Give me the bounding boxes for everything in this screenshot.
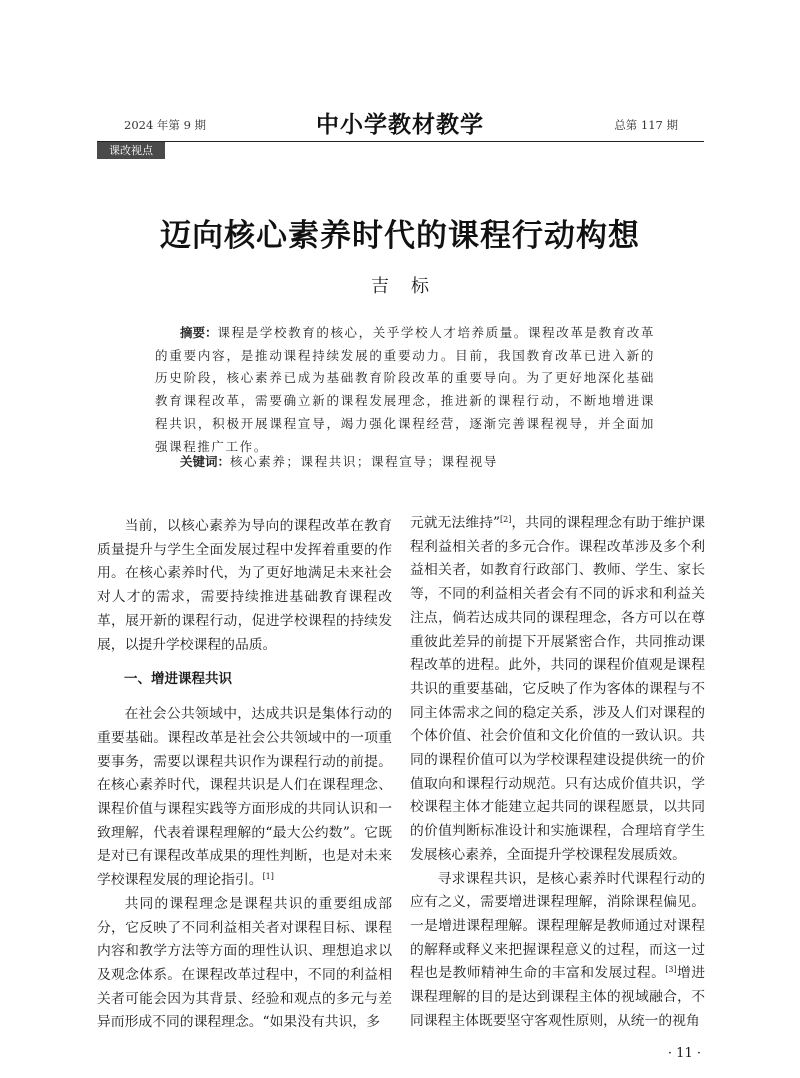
- citation-ref: [2]: [500, 515, 512, 524]
- total-issue-label: 总第 117 期: [614, 118, 678, 132]
- page-number: · 11 ·: [667, 1046, 701, 1061]
- citation-ref: [1]: [262, 872, 274, 882]
- keywords-text: 核心素养；课程共识；课程宣导；课程视导: [230, 454, 498, 469]
- abstract-text: 课程是学校教育的核心，关乎学校人才培养质量。课程改革是教育改革的重要内容，是推动课程持续发展的重要动力。目前，我国教育改革已进入新的历史阶段，核心素养已成为基础教育阶段改革的重要导向。为了更好地深化基础教育课程改革，需要确立新的课程发展理念，推进新的课程行动，不断地增进课程共识，积极开展课程宣导，竭力强化课程经营，逐渐完善课程视导，并全面加强课程推广工作。: [155, 325, 655, 454]
- paragraph: 共同的课程理念是课程共识的重要组成部分，它反映了不同利益相关者对课程目标、课程内容和教学方法等方面的理性认识、理想追求以及观念体系。在课程改革过程中，不同的利益相关者可能会因为其背景、经验和观点的多元与差异而形成不同的课程理念。“如果没有共识，多: [97, 895, 392, 1031]
- paragraph: [97, 703, 392, 893]
- abstract: [155, 322, 655, 458]
- paragraph-text: ，共同的课程理念有助于维护课程利益相关者的多元合作。课程改革涉及多个利益相关者，如教育行政部门、教师、学生、家长等，不同的利益相关者会有不同的诉求和利益关注点，倘若达成共同的课程理念，各方可以在尊重彼此差异的前提下开展紧密合作，共同推动课程改革的进程。此外，共同的课程价值观是课程共识的重要基础，它反映了作为客体的课程与不同主体需求之间的稳定关系，涉及人们对课程的个体价值、社会价值和文化价值的一致认识。共同的课程价值可以为学校课程建设提供统一的价值取向和课程行动规范。只有达成价值共识，学校课程主体才能建立起共同的课程愿景，以共同的价值判断标准设计和实施课程，合理培育学生发展核心素养，全面提升学校课程发展质效。: [410, 515, 705, 863]
- header-divider: [97, 141, 704, 142]
- section-heading: 一、增进课程共识: [124, 671, 232, 688]
- paragraph: 当前，以核心素养为导向的课程改革在教育质量提升与学生全面发展过程中发挥着重要的作用。在核心素养时代，为了更好地满足未来社会对人才的需求，需要持续推进基础教育课程改革，展开新的课程行动，促进学校课程的持续发展，以提升学校课程的品质。: [97, 518, 392, 653]
- article-author: 吉标: [371, 276, 451, 297]
- keywords: [155, 452, 655, 470]
- citation-ref: [3]: [665, 965, 677, 975]
- article-title: 迈向核心素养时代的课程行动构想: [160, 218, 640, 254]
- body-column-right: [410, 512, 705, 1033]
- abstract-label: 摘要：: [180, 325, 218, 340]
- journal-logo: 中小学教材教学: [316, 111, 484, 138]
- keywords-label: 关键词：: [180, 454, 231, 469]
- paragraph-text: 在社会公共领域中，达成共识是集体行动的重要基础。课程改革是社会公共领域中的一项重要事务，需要以课程共识作为课程行动的前提。在核心素养时代，课程共识是人们在课程理念、课程价值与课程实践等方面形成的共同认识和一致理解，代表着课程理解的“最大公约数”。它既是对已有课程改革成果的理性判断，也是对未来学校课程发展的理论指引。: [97, 706, 392, 889]
- body-column-left: [97, 515, 392, 1035]
- issue-label: 2024 年第 9 期: [124, 118, 207, 132]
- paragraph: [410, 868, 705, 1034]
- paragraph-text: 增进课程理解的目的是达到课程主体的视域融合，不同课程主体既要坚守客观性原则，从统一的视角: [410, 965, 706, 1029]
- section-tag: 课改视点: [97, 142, 165, 159]
- paragraph-text: 寻求课程共识，是核心素养时代课程行动的应有之义，需要增进课程理解，消除课程偏见。一是增进课程理解。课程理解是教师通过对课程的解释或释义来把握课程意义的过程，而这一过程也是教师精神生命的丰富和发展过程。: [410, 870, 705, 982]
- paragraph: [410, 512, 705, 868]
- paragraph-text: 元就无法维持”: [410, 515, 501, 531]
